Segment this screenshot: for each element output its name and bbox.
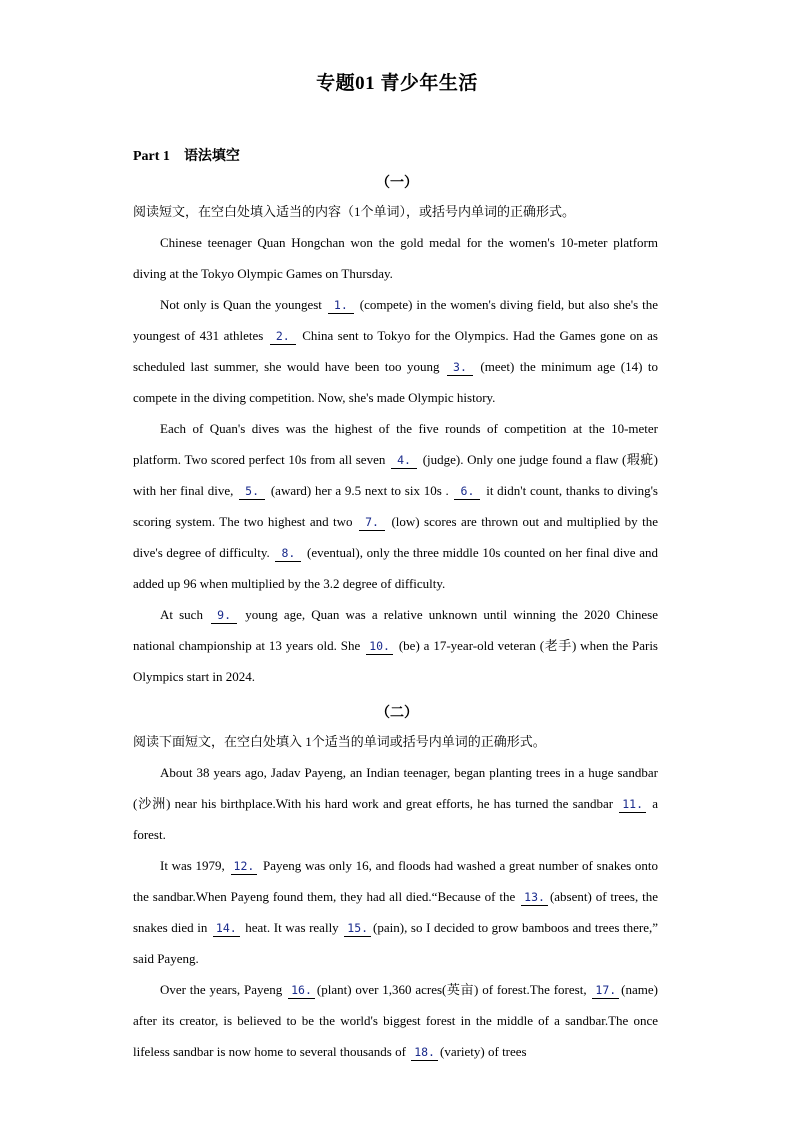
section-1-instruction: 阅读短文，在空白处填入适当的内容（1个单词），或括号内单词的正确形式。: [133, 204, 576, 219]
passage-2-paragraph-1: About 38 years ago, Jadav Payeng, an Indian teenager, began planting trees in a huge sandbar (沙洲) near his birthplace.With his hard work and great efforts, he has turned the sandbar 11. a forest.: [133, 765, 658, 842]
part-heading: [133, 145, 240, 165]
passage-2-paragraph-2: It was 1979, 12. Payeng was only 16, and floods had washed a great number of snakes onto the sandbar.When Payeng found them, they had all died.“Because of the 13. (absent) of trees, the snakes died in 14. heat. It was really 15. (pain), so I decided to grow bamboos and trees there,” said Payeng.: [133, 858, 659, 966]
section-1-heading: （一）: [376, 176, 418, 191]
answer-blank-2[interactable]: 2.: [270, 329, 296, 345]
passage-1-paragraph-4: At such 9. young age, Quan was a relative unknown until winning the 2020 Chinese national championship at 13 years old. She 10. (be) a 17-year-old veteran (老手) when the Paris Olympics start in 2024.: [133, 607, 658, 684]
answer-blank-5[interactable]: 5.: [239, 484, 265, 500]
answer-blank-11[interactable]: 11.: [619, 797, 646, 813]
answer-blank-13[interactable]: 13.: [521, 890, 548, 906]
answer-blank-17[interactable]: 17.: [592, 983, 619, 999]
answer-blank-9[interactable]: 9.: [211, 608, 237, 624]
part-label: Part 1: [133, 149, 170, 164]
answer-blank-7[interactable]: 7.: [359, 515, 385, 531]
passage-1-paragraph-1: Chinese teenager Quan Hongchan won the gold medal for the women's 10-meter platform diving at the Tokyo Olympic Games on Thursday.: [133, 235, 658, 281]
section-2-heading: （二）: [376, 706, 418, 721]
answer-blank-3[interactable]: 3.: [447, 360, 473, 376]
answer-blank-16[interactable]: 16.: [288, 983, 315, 999]
passage-2-paragraph-3: Over the years, Payeng 16. (plant) over 1,360 acres(英亩) of forest.The forest, 17. (name) after its creator, is believed to be the world's biggest forest in the middle of a sandbar.The once lifeless sandbar is now home to several thousands of 18. (variety) of trees: [133, 982, 658, 1059]
section-2-body: [133, 726, 658, 1067]
passage-1-paragraph-2: Not only is Quan the youngest 1. (compete) in the women's diving field, but also she's the youngest of 431 athletes 2. China sent to Tokyo for the Olympics. Had the Games gone on as scheduled last summer, she would have been too young 3. (meet) the minimum age (14) to compete in the diving competition. Now, she's made Olympic history.: [133, 297, 658, 405]
answer-blank-10[interactable]: 10.: [366, 639, 393, 655]
answer-blank-14[interactable]: 14.: [213, 921, 240, 937]
part-name: 语法填空: [183, 149, 240, 164]
answer-blank-18[interactable]: 18.: [411, 1045, 438, 1061]
passage-1-paragraph-3: Each of Quan's dives was the highest of the five rounds of competition at the 10-meter platform. Two scored perfect 10s from all seven 4. (judge). Only one judge found a flaw (瑕疵) with her final dive, 5. (award) her a 9.5 next to six 10s . 6. it didn't count, thanks to diving's scoring system. The two highest and two 7. (low) scores are thrown out and multiplied by the dive's degree of difficulty. 8. (eventual), only the three middle 10s counted on her final dive and added up 96 when multiplied by the 3.2 degree of difficulty.: [133, 421, 658, 591]
section-2-instruction: 阅读下面短文，在空白处填入 1个适当的单词或括号内单词的正确形式。: [133, 734, 546, 749]
answer-blank-4[interactable]: 4.: [391, 453, 417, 469]
answer-blank-12[interactable]: 12.: [231, 859, 258, 875]
answer-blank-6[interactable]: 6.: [454, 484, 480, 500]
page-title: 专题01 青少年生活: [316, 73, 478, 94]
section-1-body: [133, 196, 658, 692]
answer-blank-8[interactable]: 8.: [275, 546, 301, 562]
answer-blank-1[interactable]: 1.: [328, 298, 354, 314]
answer-blank-15[interactable]: 15.: [344, 921, 371, 937]
